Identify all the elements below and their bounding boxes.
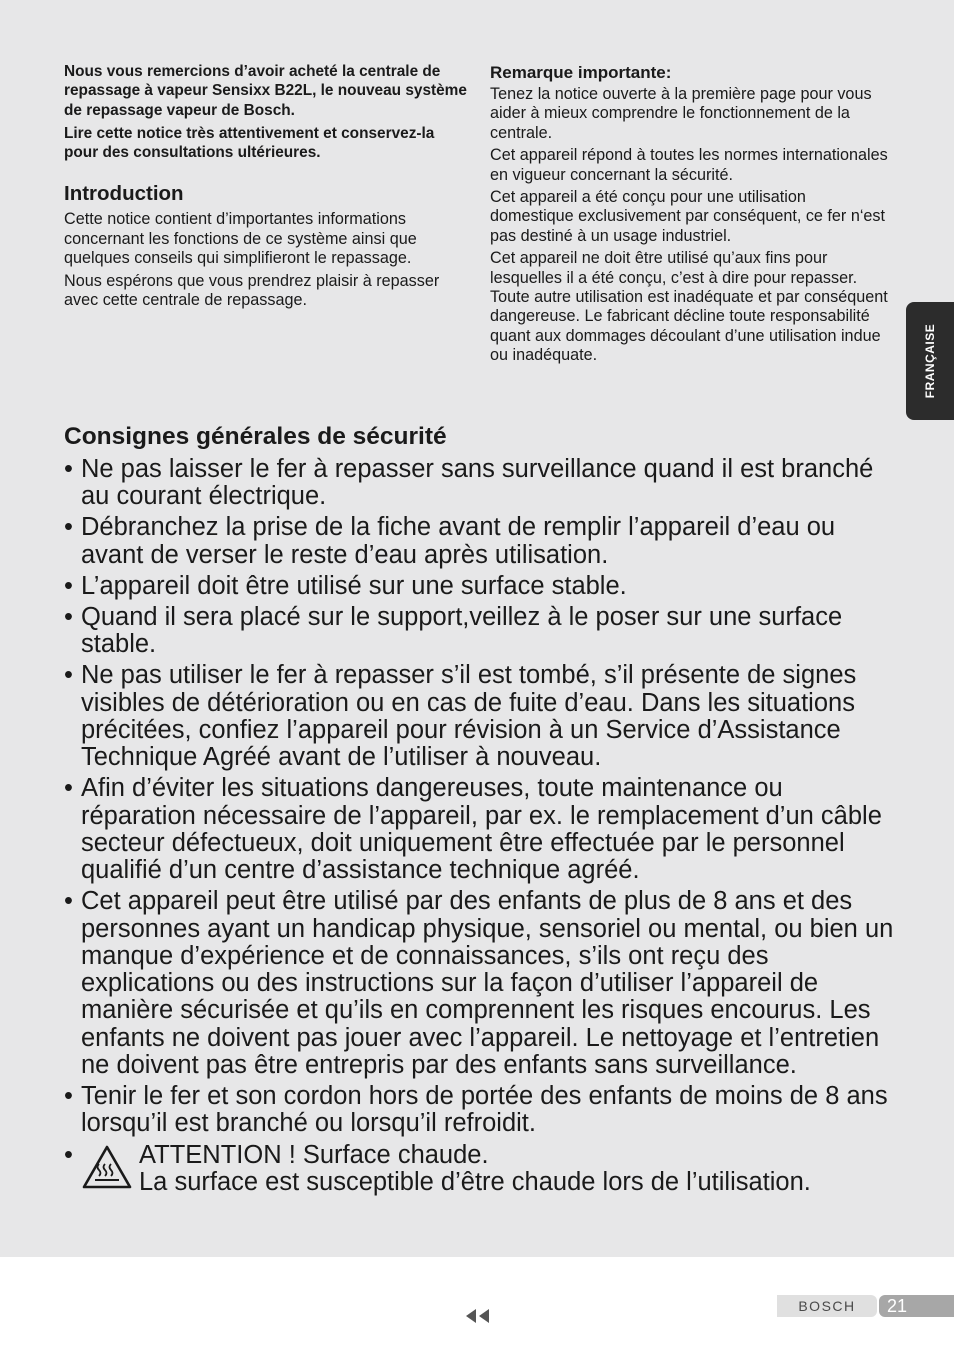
warning-line-1: ATTENTION ! Surface chaude. — [139, 1140, 489, 1169]
read-carefully-text: Lire cette notice très attentivement et conservez-la pour des consultations ultérieures. — [64, 124, 435, 162]
hot-surface-warning — [81, 1142, 904, 1197]
safety-item-text: Afin d’éviter les situations dangereuses, toute maintenance ou réparation nécessaire de l’appareil, par ex. le remplacement d’un câble secteur défectueux, doit uniquement être effectuée par le personnel qualifié d’un centre d’assistance technique agréé. — [81, 774, 882, 885]
safety-item — [64, 456, 904, 511]
safety-item — [64, 604, 904, 659]
bullet: • — [64, 661, 73, 690]
introduction-paragraph: Nous espérons que vous prendrez plaisir à repasser avec cette centrale de repassage. — [64, 271, 440, 310]
rewind-icon[interactable] — [464, 1307, 492, 1325]
language-tab-label: FRANÇAISE — [923, 323, 937, 399]
safety-warning-item — [64, 1142, 904, 1197]
left-column — [64, 62, 468, 314]
introduction-body — [64, 210, 468, 310]
right-column — [490, 63, 890, 369]
remark-paragraph: Cet appareil ne doit être utilisé qu’aux fins pour lesquelles il a été conçu, c’est à dire pour repasser. Toute autre utilisation est inadéquate et par conséquent dangereuse. Le fabricant décline toute responsabilité quant aux dommages découlant d’une utilisation indue ou inadéquate. — [490, 249, 888, 365]
remark-paragraph: Cet appareil répond à toutes les normes internationales en vigueur concernant la sécurité. — [490, 146, 888, 184]
bullet: • — [64, 887, 73, 916]
bullet: • — [64, 1140, 73, 1169]
page-number: 21 — [879, 1295, 954, 1317]
safety-item-text: Ne pas utiliser le fer à repasser s’il est tombé, s’il présente de signes visibles de détérioration ou en cas de fuite d’eau. Dans les situations précitées, confiez l’appareil pour révision à un Service d’Assistance Technique Agréé avant de l’utiliser à nouveau. — [81, 661, 857, 772]
remark-paragraph: Tenez la notice ouverte à la première page pour vous aider à mieux comprendre le fonctionnement de la centrale. — [490, 85, 872, 142]
thank-you-text: Nous vous remercions d’avoir acheté la centrale de repassage à vapeur Sensixx B22L, le nouveau système de repassage vapeur de Bosch. — [64, 63, 467, 119]
warning-line-2: La surface est susceptible d’être chaude lors de l’utilisation. — [139, 1167, 811, 1196]
safety-item-text: Ne pas laisser le fer à repasser sans surveillance quand il est branché au courant électrique. — [81, 455, 874, 511]
hot-surface-warning-icon — [81, 1144, 133, 1190]
thank-you-notice — [64, 62, 468, 162]
safety-item-text: L’appareil doit être utilisé sur une surface stable. — [81, 571, 627, 600]
bullet: • — [64, 571, 73, 600]
bullet: • — [64, 774, 73, 803]
safety-item — [64, 573, 904, 600]
safety-item — [64, 514, 904, 569]
safety-item — [64, 888, 904, 1079]
safety-item-text: Cet appareil peut être utilisé par des enfants de plus de 8 ans et des personnes ayant un handicap physique, sensoriel ou mental, ou bien un manque d’expérience et de connaissances, s’ils ont reçu des explications ou des instructions sur la façon d’utiliser l’appareil de manière sécurisée et qu’ils en comprennent les risques encourus. Les enfants ne doivent pas jouer avec l’appareil. Le nettoyage et l’entretien ne doivent pas être entrepris par des enfants sans surveillance. — [81, 887, 894, 1080]
safety-list — [64, 456, 904, 1196]
bullet: • — [64, 455, 73, 483]
bullet: • — [64, 602, 73, 631]
language-tab[interactable] — [906, 302, 954, 420]
safety-heading: Consignes générales de sécurité — [64, 423, 447, 450]
warning-text — [139, 1142, 811, 1197]
safety-section — [64, 422, 904, 1200]
safety-item-text: Quand il sera placé sur le support,veillez à le poser sur une surface stable. — [81, 602, 843, 659]
bullet: • — [64, 513, 73, 542]
safety-item — [64, 1083, 904, 1138]
safety-item — [64, 662, 904, 771]
remark-heading: Remarque importante: — [490, 63, 672, 82]
safety-item-text: Débranchez la prise de la fiche avant de remplir l’appareil d’eau ou avant de verser le reste d’eau après utilisation. — [81, 513, 836, 569]
brand-label: BOSCH — [777, 1295, 877, 1317]
safety-item — [64, 775, 904, 884]
bullet: • — [64, 1082, 73, 1111]
remark-paragraph: Cet appareil a été conçu pour une utilisation domestique exclusivement par conséquent, ce fer n‘est pas destiné à un usage industriel. — [490, 188, 886, 245]
safety-item-text: Tenir le fer et son cordon hors de portée des enfants de moins de 8 ans lorsqu’il est branché ou lorsqu’il refroidit. — [81, 1082, 888, 1138]
remark-body — [490, 85, 890, 366]
introduction-heading: Introduction — [64, 182, 184, 206]
introduction-paragraph: Cette notice contient d’importantes informations concernant les fonctions de ce système ainsi que quelques conseils qui simplifieront le repassage. — [64, 210, 417, 268]
